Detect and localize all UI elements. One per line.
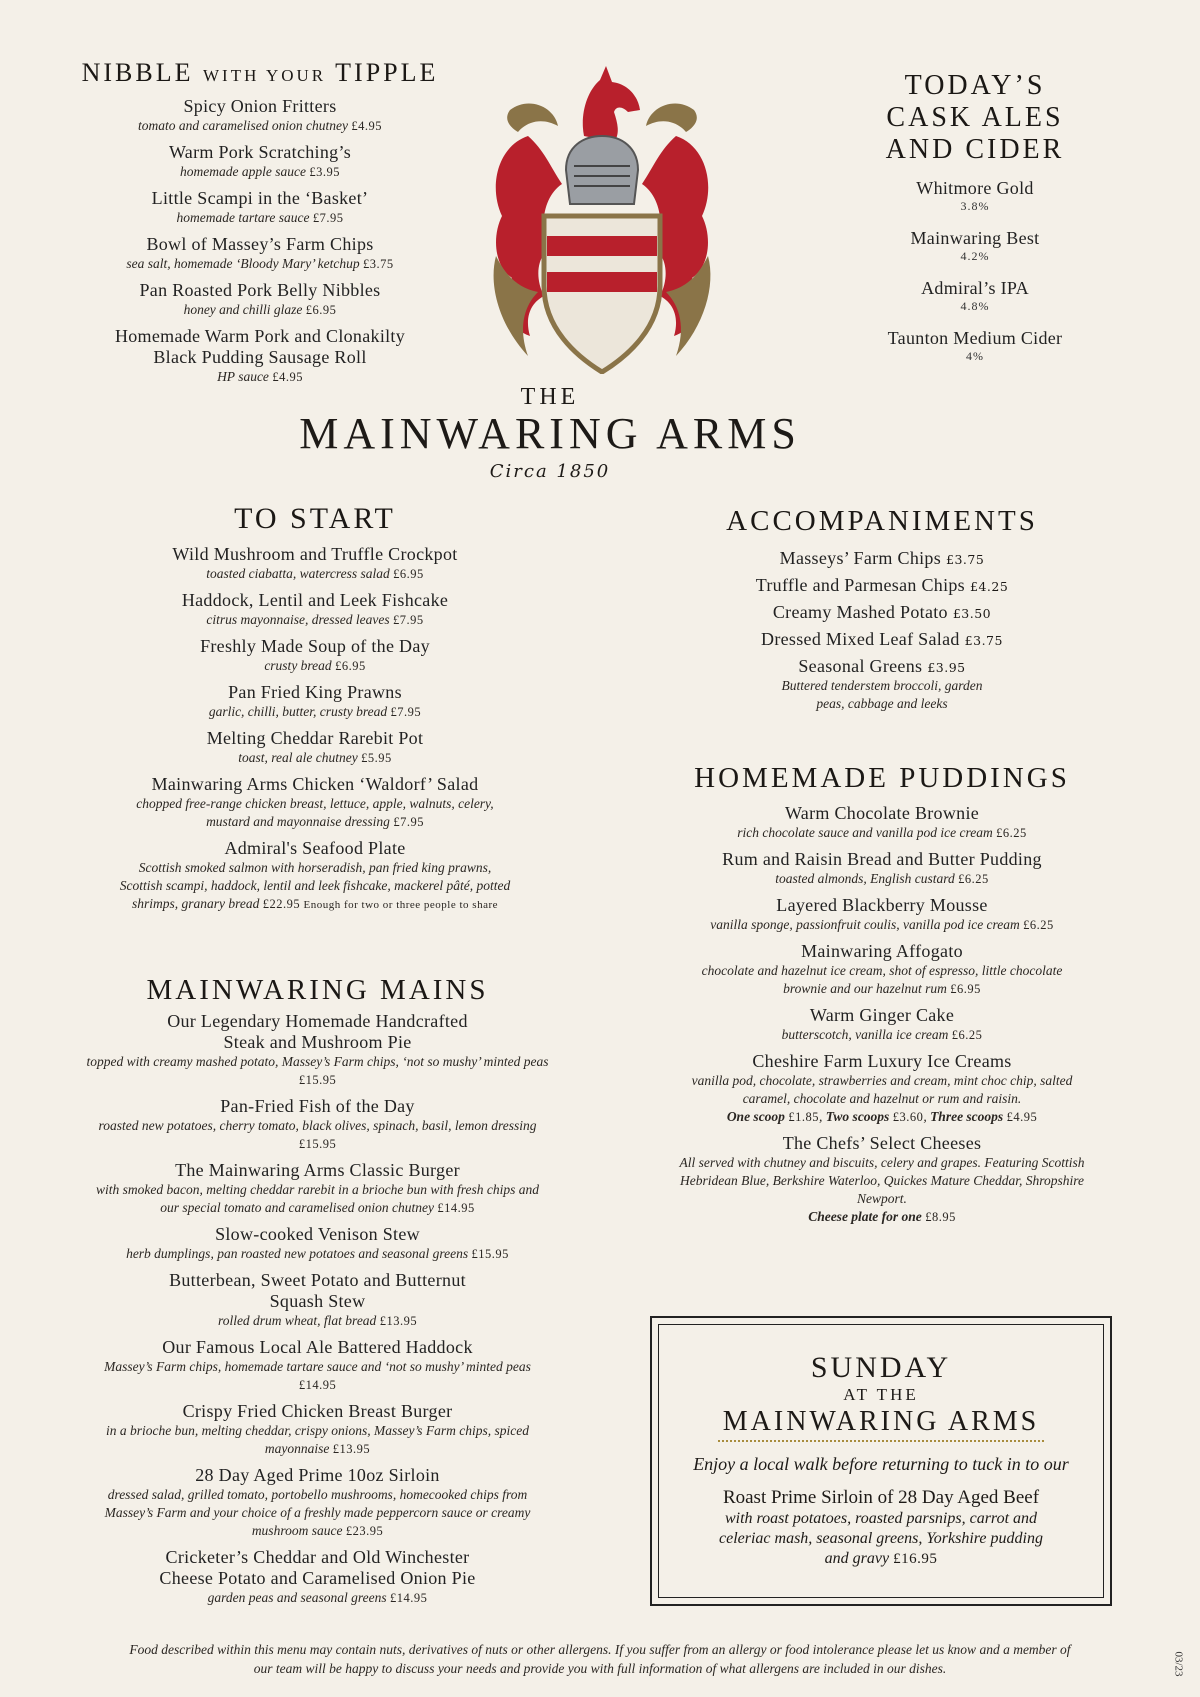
ales-title-line-2: CASK ALES — [886, 102, 1064, 133]
ale-item-abv: 4% — [966, 349, 984, 363]
cheese-plate-label: Cheese plate for one — [808, 1209, 922, 1224]
pudding-item — [672, 941, 1092, 998]
cheese-desc: All served with chutney and biscuits, celery and grapes. Featuring Scottish Hebridean Blue, Berkshire Waterloo, Quickes Mature Cheddar, Shropshire Newport. — [679, 1155, 1085, 1206]
accompaniment-item-price: £3.95 — [927, 660, 966, 675]
start-item — [90, 544, 540, 583]
start-item-desc: citrus mayonnaise, dressed leaves — [206, 612, 390, 627]
nibble-list — [70, 96, 450, 386]
start-item — [90, 728, 540, 767]
start-item — [90, 590, 540, 629]
nibble-title-c: TIPPLE — [335, 58, 439, 87]
pudding-item — [672, 803, 1092, 842]
main-item-name: Our Famous Local Ale Battered Haddock — [162, 1337, 473, 1357]
pudding-item-price: £6.25 — [1023, 918, 1054, 932]
pudding-item-name: Mainwaring Affogato — [801, 941, 963, 961]
start-item-name: Melting Cheddar Rarebit Pot — [206, 728, 424, 748]
accompaniment-item-name: Masseys’ Farm Chips — [779, 548, 942, 568]
sunday-box — [650, 1316, 1112, 1606]
nibble-item — [70, 188, 450, 227]
main-item-desc: garden peas and seasonal greens — [207, 1590, 387, 1605]
one-scoop-price: £1.85 — [788, 1110, 819, 1124]
start-item-desc: crusty bread — [264, 658, 332, 673]
nibble-title-a: NIBBLE — [81, 58, 194, 87]
start-section — [90, 502, 540, 921]
nibble-item-name: Bowl of Massey’s Farm Chips — [146, 234, 374, 254]
start-item-name: Freshly Made Soup of the Day — [200, 636, 430, 656]
start-item — [90, 636, 540, 675]
ale-item-abv: 4.2% — [960, 249, 990, 263]
ales-title-line-1: TODAY’S — [904, 70, 1046, 101]
pudding-item — [672, 1005, 1092, 1044]
pudding-item-desc: toasted almonds, English custard — [775, 871, 955, 886]
two-scoops-label: Two scoops — [825, 1109, 890, 1124]
main-item-name: Cricketer’s Cheddar and Old Winchester Cheese Potato and Caramelised Onion Pie — [159, 1547, 476, 1588]
accompaniments-section — [682, 505, 1082, 719]
cheese-plate-price: £8.95 — [925, 1210, 956, 1224]
nibble-item-desc: homemade apple sauce — [180, 164, 306, 179]
main-item-name: Our Legendary Homemade Handcrafted Steak and Mushroom Pie — [167, 1011, 468, 1052]
main-item-desc: topped with creamy mashed potato, Massey’s Farm chips, ‘not so mushy’ minted peas — [86, 1054, 549, 1069]
start-list — [90, 544, 540, 914]
crest-logo — [488, 66, 716, 374]
mains-section — [80, 974, 555, 1614]
crest-helmet — [566, 136, 638, 204]
main-item-desc: dressed salad, grilled tomato, portobello mushrooms, homecooked chips from Massey’s Farm and your choice of a freshly made peppercorn sauce or creamy mushroom sauce — [104, 1487, 531, 1538]
pudding-item — [672, 849, 1092, 888]
start-item-price: £6.95 — [393, 567, 424, 581]
sunday-line-2: AT THE — [843, 1385, 919, 1404]
accompaniment-item-desc: Buttered tenderstem broccoli, garden peas, cabbage and leeks — [781, 678, 983, 711]
ale-item — [860, 278, 1090, 314]
nibble-item — [70, 234, 450, 273]
cheese-plate — [672, 1208, 1092, 1226]
nibble-item-name: Spicy Onion Fritters — [183, 96, 337, 116]
ales-title — [860, 70, 1090, 166]
start-item-desc: toasted ciabatta, watercress salad — [206, 566, 390, 581]
start-item-name: Pan Fried King Prawns — [228, 682, 402, 702]
start-item-desc: garlic, chilli, butter, crusty bread — [208, 704, 388, 719]
cheese-item — [672, 1133, 1092, 1226]
main-item-price: £23.95 — [345, 1524, 384, 1538]
nibble-section — [70, 58, 450, 393]
accompaniments-list — [682, 548, 1082, 713]
nibble-item-desc: homemade tartare sauce — [176, 210, 310, 225]
sunday-intro: Enjoy a local walk before returning to tuck in to our — [693, 1454, 1069, 1474]
accompaniment-item-name: Creamy Mashed Potato — [772, 602, 948, 622]
pudding-item-desc: chocolate and hazelnut ice cream, shot of espresso, little chocolate brownie and our hazelnut rum — [701, 963, 1063, 996]
nibble-item — [70, 142, 450, 181]
accompaniment-item — [682, 602, 1082, 623]
ale-item-abv: 4.8% — [960, 299, 990, 313]
start-item-price: £22.95 — [262, 897, 301, 911]
start-item-desc: toast, real ale chutney — [238, 750, 358, 765]
puddings-section — [672, 762, 1092, 1233]
pudding-item — [672, 895, 1092, 934]
main-item — [80, 1011, 555, 1089]
nibble-item-name: Little Scampi in the ‘Basket’ — [151, 188, 369, 208]
start-item-name: Haddock, Lentil and Leek Fishcake — [181, 590, 449, 610]
start-item-price: £7.95 — [390, 705, 422, 719]
sunday-divider — [718, 1440, 1044, 1442]
main-item — [80, 1160, 555, 1217]
main-item-name: Crispy Fried Chicken Breast Burger — [182, 1401, 453, 1421]
cheese-name: The Chefs’ Select Cheeses — [782, 1133, 982, 1153]
ale-item — [860, 228, 1090, 264]
ice-cream-name: Cheshire Farm Luxury Ice Creams — [752, 1051, 1012, 1071]
pudding-item-name: Layered Blackberry Mousse — [776, 895, 988, 915]
pudding-item-name: Warm Chocolate Brownie — [784, 803, 980, 823]
ale-item-name: Mainwaring Best — [910, 228, 1040, 248]
accompaniments-title: ACCOMPANIMENTS — [726, 505, 1038, 537]
mains-title: MAINWARING MAINS — [146, 974, 489, 1006]
start-item — [90, 774, 540, 831]
nibble-item — [70, 96, 450, 135]
start-item-name: Wild Mushroom and Truffle Crockpot — [172, 544, 458, 564]
main-item-desc: with smoked bacon, melting cheddar rarebit in a brioche bun with fresh chips and our special tomato and caramelised onion chutney — [96, 1182, 539, 1215]
puddings-title: HOMEMADE PUDDINGS — [694, 762, 1070, 794]
start-item — [90, 838, 540, 914]
menu-code: 03/23 — [1172, 1651, 1185, 1677]
pudding-item-desc: butterscotch, vanilla ice cream — [781, 1027, 949, 1042]
sunday-content — [670, 1352, 1092, 1569]
main-item-desc: Massey’s Farm chips, homemade tartare sauce and ‘not so mushy’ minted peas — [104, 1359, 531, 1374]
accompaniment-item-name: Truffle and Parmesan Chips — [755, 575, 965, 595]
accompaniment-item — [682, 656, 1082, 713]
main-item-price: £14.95 — [389, 1591, 428, 1605]
main-item-price: £15.95 — [298, 1073, 337, 1087]
ale-item — [860, 178, 1090, 214]
start-item-desc: Scottish smoked salmon with horseradish, pan fried king prawns, Scottish scampi, haddock, lentil and leek fishcake, mackerel pâté, potted shrimps, granary bread — [119, 860, 511, 911]
start-item-price: £5.95 — [361, 751, 392, 765]
nibble-item-name: Warm Pork Scratching’s — [168, 142, 352, 162]
start-item-desc: chopped free-range chicken breast, lettuce, apple, walnuts, celery, mustard and mayonnaise dressing — [136, 796, 494, 829]
crest-beast — [583, 66, 640, 142]
main-item-price: £13.95 — [332, 1442, 371, 1456]
main-item-name: Slow-cooked Venison Stew — [215, 1224, 420, 1244]
start-item-price: £6.95 — [335, 659, 366, 673]
ales-section — [860, 70, 1090, 378]
pudding-item-name: Rum and Raisin Bread and Butter Pudding — [722, 849, 1042, 869]
pudding-item-desc: rich chocolate sauce and vanilla pod ice cream — [737, 825, 993, 840]
start-item — [90, 682, 540, 721]
brand-circa: Circa 1850 — [489, 461, 611, 482]
ales-list — [860, 178, 1090, 364]
start-item-price: £7.95 — [392, 613, 424, 627]
main-item-name: 28 Day Aged Prime 10oz Sirloin — [195, 1465, 440, 1485]
pudding-item-price: £6.95 — [950, 982, 981, 996]
three-scoops-label: Three scoops — [930, 1109, 1004, 1124]
nibble-item-desc: honey and chilli glaze — [183, 302, 303, 317]
main-item-price: £15.95 — [298, 1137, 337, 1151]
main-item-name: Butterbean, Sweet Potato and Butternut Squash Stew — [169, 1270, 466, 1311]
allergen-note: Food described within this menu may contain nuts, derivatives of nuts or other allergens. If you suffer from an allergy or food intolerance please let us know and a member of our team will be happy to discuss your needs and provide you with full information of what allergens are included in our dishes. — [129, 1642, 1071, 1676]
nibble-item-name: Pan Roasted Pork Belly Nibbles — [139, 280, 381, 300]
start-item-name: Admiral's Seafood Plate — [224, 838, 406, 858]
nibble-title-b: WITH YOUR — [202, 66, 327, 85]
pudding-item-desc: vanilla sponge, passionfruit coulis, vanilla pod ice cream — [710, 917, 1020, 932]
accompaniment-item — [682, 548, 1082, 569]
sunday-line-1: SUNDAY — [810, 1351, 952, 1384]
main-item-price: £14.95 — [298, 1378, 337, 1392]
start-item-name: Mainwaring Arms Chicken ‘Waldorf’ Salad — [151, 774, 479, 794]
nibble-item-desc: sea salt, homemade ‘Bloody Mary’ ketchup — [126, 256, 360, 271]
ale-item-name: Whitmore Gold — [916, 178, 1034, 198]
nibble-item-price: £6.95 — [305, 303, 337, 317]
nibble-item-price: £7.95 — [312, 211, 344, 225]
sunday-desc: with roast potatoes, roasted parsnips, carrot and celeriac mash, seasonal greens, Yorkshire pudding and gravy — [719, 1510, 1043, 1567]
pudding-item-price: £6.25 — [996, 826, 1027, 840]
ale-item — [860, 328, 1090, 364]
sunday-line-3: MAINWARING ARMS — [722, 1406, 1040, 1437]
main-item — [80, 1337, 555, 1394]
nibble-item — [70, 326, 450, 386]
nibble-item-desc: tomato and caramelised onion chutney — [138, 118, 348, 133]
pudding-item-price: £6.25 — [951, 1028, 983, 1042]
ales-title-line-3: AND CIDER — [885, 134, 1065, 165]
main-item — [80, 1270, 555, 1330]
main-item-price: £15.95 — [471, 1247, 509, 1261]
brand-the: THE — [520, 384, 580, 410]
accompaniment-item — [682, 575, 1082, 596]
ale-item-name: Admiral’s IPA — [921, 278, 1029, 298]
main-item-price: £14.95 — [437, 1201, 475, 1215]
pudding-item-price: £6.25 — [958, 872, 989, 886]
ale-item-name: Taunton Medium Cider — [887, 328, 1063, 348]
brand-block — [0, 384, 1200, 482]
main-item-price: £13.95 — [379, 1314, 418, 1328]
brand-name: MAINWARING ARMS — [299, 409, 801, 458]
main-item-desc: roasted new potatoes, cherry tomato, black olives, spinach, basil, lemon dressing — [98, 1118, 537, 1133]
nibble-item — [70, 280, 450, 319]
main-item — [80, 1465, 555, 1540]
main-item — [80, 1547, 555, 1607]
start-item-price: £7.95 — [393, 815, 424, 829]
one-scoop-label: One scoop — [726, 1109, 785, 1124]
ale-item-abv: 3.8% — [960, 199, 990, 213]
accompaniment-item-name: Dressed Mixed Leaf Salad — [761, 629, 960, 649]
nibble-item-price: £3.95 — [309, 165, 340, 179]
sunday-desc-wrap — [670, 1509, 1092, 1569]
accompaniment-item-name: Seasonal Greens — [798, 656, 923, 676]
mains-list — [80, 1011, 555, 1607]
nibble-item-price: £3.75 — [362, 257, 394, 271]
nibble-item-desc: HP sauce — [217, 369, 269, 384]
start-item-note: Enough for two or three people to share — [303, 899, 499, 911]
main-item — [80, 1224, 555, 1263]
main-item-desc: herb dumplings, pan roasted new potatoes and seasonal greens — [126, 1246, 469, 1261]
sunday-price: £16.95 — [893, 1551, 938, 1567]
two-scoops-price: £3.60 — [892, 1110, 924, 1124]
ice-cream-item — [672, 1051, 1092, 1126]
ice-cream-prices: One scoop £1.85, Two scoops £3.60, Three scoops £4.95 — [726, 1109, 1038, 1124]
main-item — [80, 1096, 555, 1153]
nibble-title — [70, 58, 450, 88]
nibble-item-price: £4.95 — [351, 119, 382, 133]
accompaniment-item-price: £3.75 — [946, 552, 985, 567]
puddings-list — [672, 803, 1092, 1044]
crest-shield — [544, 216, 660, 372]
main-item-name: Pan-Fried Fish of the Day — [220, 1096, 415, 1116]
accompaniment-item-price: £4.25 — [970, 579, 1009, 594]
ice-cream-desc: vanilla pod, chocolate, strawberries and cream, mint choc chip, salted caramel, chocolate and hazelnut or rum and raisin. — [691, 1073, 1073, 1106]
main-item — [80, 1401, 555, 1458]
start-title: TO START — [234, 502, 396, 535]
main-item-desc: rolled drum wheat, flat bread — [217, 1313, 377, 1328]
main-item-name: The Mainwaring Arms Classic Burger — [175, 1160, 460, 1180]
nibble-item-price: £4.95 — [272, 370, 303, 384]
pudding-item-name: Warm Ginger Cake — [809, 1005, 955, 1025]
accompaniment-item-price: £3.75 — [964, 633, 1003, 648]
sunday-dish: Roast Prime Sirloin of 28 Day Aged Beef — [722, 1487, 1040, 1508]
three-scoops-price: £4.95 — [1006, 1110, 1038, 1124]
nibble-item-name: Homemade Warm Pork and Clonakilty Black Pudding Sausage Roll — [114, 326, 406, 367]
accompaniment-item-price: £3.50 — [952, 606, 992, 621]
accompaniment-item — [682, 629, 1082, 650]
main-item-desc: in a brioche bun, melting cheddar, crispy onions, Massey’s Farm chips, spiced mayonnaise — [105, 1423, 530, 1456]
